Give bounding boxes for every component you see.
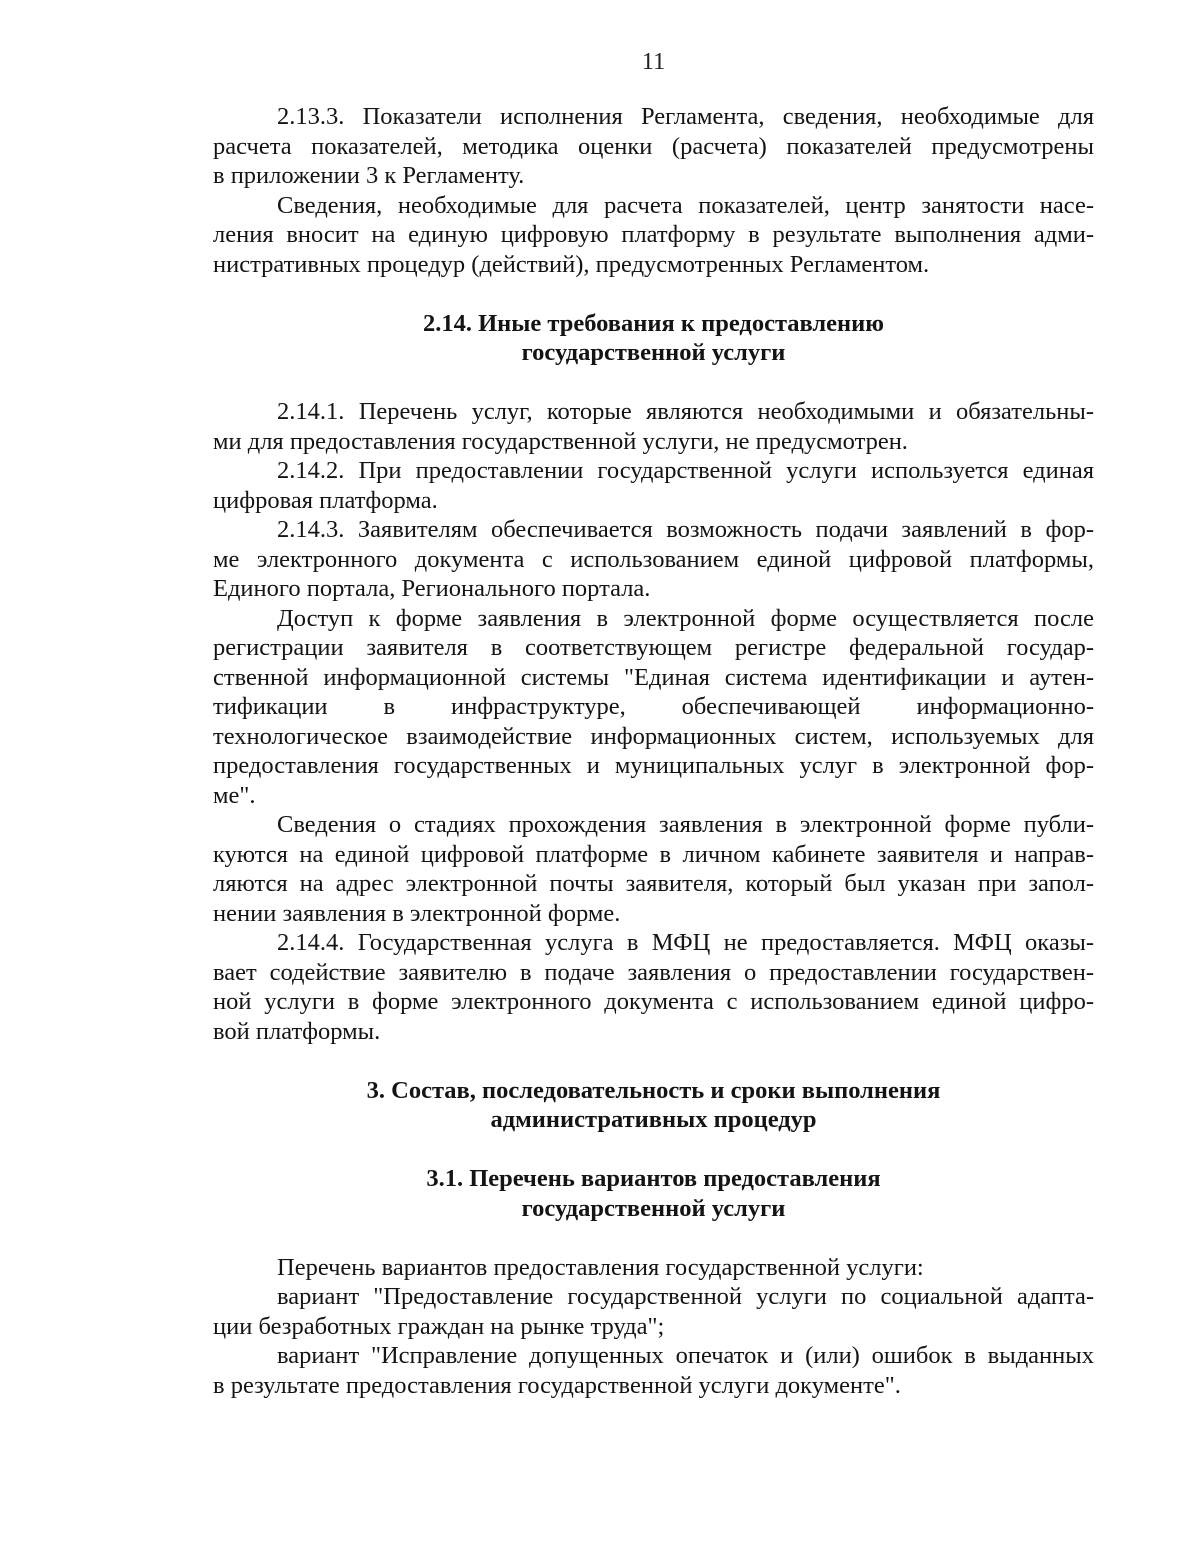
text-line: 2.13.3. Показатели исполнения Регламента, сведения, необходимые для (277, 103, 1094, 130)
document-body (213, 102, 1094, 1400)
text-line: расчета показателей, методика оценки (расчета) показателей предусмотрены (213, 132, 1094, 160)
heading-line: 3.1. Перечень вариантов предоставления (426, 1165, 881, 1192)
text-line: 2.14.3. Заявителям обеспечивается возможность подачи заявлений в фор- (277, 516, 1094, 543)
text-line: 2.14.1. Перечень услуг, которые являются необходимыми и обязательны- (277, 398, 1094, 425)
text-line: 2.14.4. Государственная услуга в МФЦ не предоставляется. МФЦ оказы- (277, 929, 1094, 956)
text-line: ции безработных граждан на рынке труда"; (213, 1312, 665, 1340)
text-line: Сведения о стадиях прохождения заявления в электронной форме публи- (277, 811, 1094, 838)
text-line: Сведения, необходимые для расчета показателей, центр занятости насе- (277, 191, 1094, 219)
text-line: вой платформы. (213, 1017, 381, 1045)
paragraph-2-14-2 (213, 456, 1094, 515)
paragraph-application-stages (213, 810, 1094, 928)
text-line: регистрации заявителя в соответствующем регистре федеральной государ- (213, 634, 1094, 661)
heading-line: государственной услуги (521, 1194, 786, 1222)
paragraph-variants-list-intro (213, 1253, 1094, 1283)
text-line: Доступ к форме заявления в электронной форме осуществляется после (277, 604, 1094, 632)
paragraph-access-to-form (213, 604, 1094, 811)
text-line: в приложении 3 к Регламенту. (213, 162, 525, 189)
paragraph-2-14-1 (213, 397, 1094, 456)
heading-line: 2.14. Иные требования к предоставлению (422, 309, 885, 337)
text-line: цифровая платформа. (213, 486, 438, 514)
text-line: 2.14.2. При предоставлении государственной услуги используется единая (277, 457, 1094, 484)
heading-line: государственной услуги (521, 339, 786, 366)
text-line: технологическое взаимодействие информационных систем, используемых для (213, 722, 1094, 750)
text-line: ственной информационной системы "Единая система идентификации и аутен- (213, 663, 1094, 691)
section-heading-3 (213, 1076, 1094, 1135)
section-heading-3-1 (213, 1164, 1094, 1223)
text-line: ме". (213, 781, 256, 809)
text-line: нистративных процедур (действий), предусмотренных Регламентом. (213, 250, 930, 278)
text-line: ной услуги в форме электронного документа с использованием единой цифро- (213, 988, 1094, 1015)
paragraph-indicators-data (213, 191, 1094, 280)
text-line: нении заявления в электронной форме. (213, 899, 621, 927)
page-number: 11 (641, 48, 666, 75)
paragraph-2-14-4 (213, 928, 1094, 1046)
text-line: Перечень вариантов предоставления государственной услуги: (277, 1253, 924, 1281)
text-line: Единого портала, Регионального портала. (213, 575, 651, 602)
text-line: ме электронного документа с использованием единой цифровой платформы, (213, 545, 1094, 573)
text-line: вариант "Исправление допущенных опечаток и (или) ошибок в выданных (277, 1342, 1094, 1369)
section-heading-2-14 (213, 309, 1094, 368)
text-line: ми для предоставления государственной услуги, не предусмотрен. (213, 427, 908, 455)
text-line: куются на единой цифровой платформе в личном кабинете заявителя и направ- (213, 840, 1094, 868)
paragraph-2-14-3 (213, 515, 1094, 604)
paragraph-2-13-3 (213, 102, 1094, 191)
text-line: ления вносит на единую цифровую платформу в результате выполнения адми- (213, 221, 1094, 248)
list-item-variant-corrections (213, 1341, 1094, 1400)
text-line: тификации в инфраструктуре, обеспечивающей информационно- (213, 693, 1094, 720)
text-line: предоставления государственных и муниципальных услуг в электронной фор- (213, 752, 1094, 779)
text-line: вает содействие заявителю в подаче заявления о предоставлении государствен- (213, 958, 1094, 986)
heading-line: административных процедур (490, 1106, 817, 1133)
text-line: ляются на адрес электронной почты заявителя, который был указан при запол- (213, 870, 1094, 897)
text-line: вариант "Предоставление государственной услуги по социальной адапта- (277, 1283, 1094, 1310)
text-line: в результате предоставления государственной услуги документе". (213, 1371, 901, 1399)
list-item-variant-adaptation (213, 1282, 1094, 1341)
heading-line: 3. Состав, последовательность и сроки выполнения (366, 1076, 941, 1104)
